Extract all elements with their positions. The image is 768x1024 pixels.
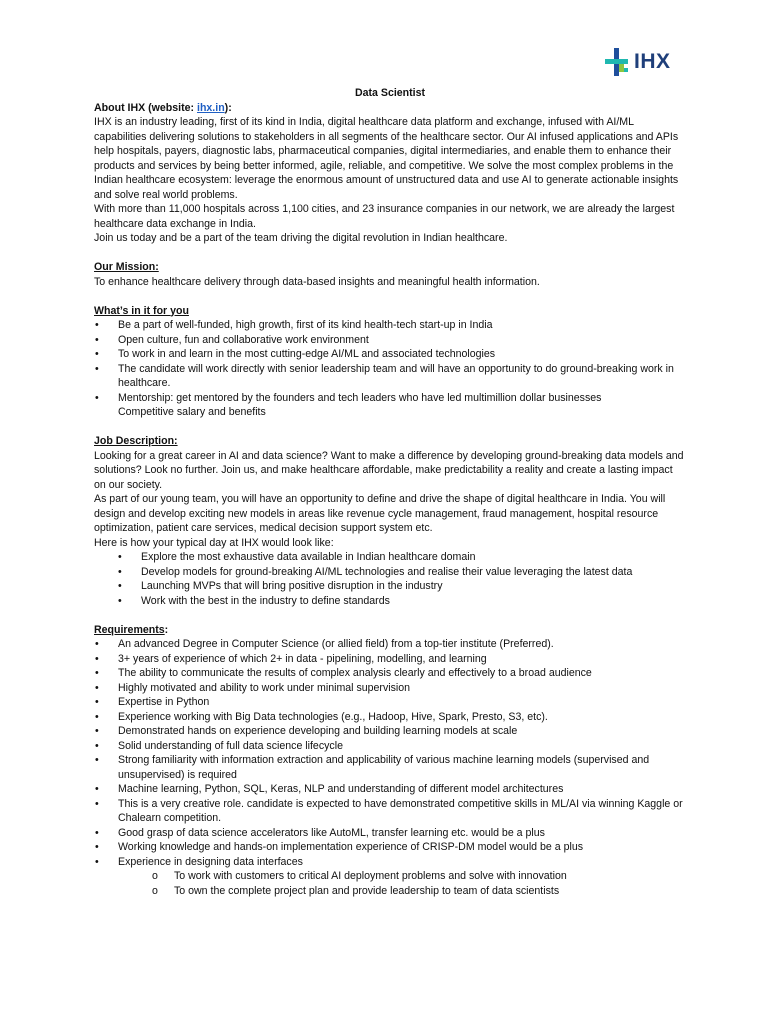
requirements-heading-text: Requirements	[94, 623, 165, 636]
sub-list-item: o To own the complete project plan and provide leadership to team of data scientists	[94, 884, 686, 899]
list-item: • Experience in designing data interfaces	[94, 855, 686, 870]
document-body	[94, 86, 686, 898]
whats-in-it-heading-text: What’s in it for you	[94, 304, 189, 317]
list-item: • 3+ years of experience of which 2+ in data - pipelining, modelling, and learning	[94, 652, 686, 667]
list-item: • The ability to communicate the results of complex analysis clearly and effectively to a broad audience	[94, 666, 686, 681]
list-item: • Develop models for ground-breaking AI/ML technologies and realise their value leveraging the latest data	[94, 565, 686, 580]
benefits-extra-line: Competitive salary and benefits	[118, 406, 266, 418]
mission-heading-text: Our Mission:	[94, 261, 159, 273]
website-link[interactable]: ihx.in	[197, 101, 225, 114]
list-item: • The candidate will work directly with senior leadership team and will have an opportunity to do ground-breaking work in healthcare.	[94, 362, 686, 391]
logo-text: IHX	[634, 50, 671, 73]
list-item: • Machine learning, Python, SQL, Keras, NLP and understanding of different model architectures	[94, 782, 686, 797]
ihx-logo	[604, 46, 688, 80]
typical-day-list	[94, 550, 686, 608]
list-item: • Highly motivated and ability to work under minimal supervision	[94, 681, 686, 696]
sub-list-item: o To work with customers to critical AI deployment problems and solve with innovation	[94, 869, 686, 884]
list-item: • Good grasp of data science accelerators like AutoML, transfer learning etc. would be a plus	[94, 826, 686, 841]
about-paragraph: IHX is an industry leading, first of its kind in India, digital healthcare data platform and exchange, infused with AI/ML capabilities delivering solutions to stakeholders in all segments of the healthcare sector. Our AI infused applications and APIs help hospitals, payers, diagnostic labs, pharmaceutical companies, digital intermediaries, and enable them to enhance their products and services by being better informed, agile, reliable, and competitive. We solve the most complex problems in the Indian healthcare ecosystem: leverage the enormous amount of unstructured data and use AI to generate actionable insights and solve real world problems.	[94, 116, 679, 201]
about-paragraph: Join us today and be a part of the team driving the digital revolution in Indian healthcare.	[94, 232, 508, 244]
list-item: • This is a very creative role. candidate is expected to have demonstrated competitive skills in ML/AI via winning Kaggle or Chalearn competition.	[94, 797, 686, 826]
list-item: • Working knowledge and hands-on implementation experience of CRISP-DM model would be a plus	[94, 840, 686, 855]
about-heading-prefix: About IHX (website:	[94, 101, 197, 114]
mission-heading	[94, 260, 686, 275]
requirements-heading-suffix: :	[164, 623, 169, 636]
list-item: • To work in and learn in the most cutting-edge AI/ML and associated technologies	[94, 347, 686, 362]
page-title: Data Scientist	[354, 87, 426, 99]
list-item: • Work with the best in the industry to define standards	[94, 594, 686, 609]
requirements-list	[94, 637, 686, 869]
requirements-heading	[94, 623, 686, 638]
mission-text: To enhance healthcare delivery through data-based insights and meaningful health information.	[94, 275, 540, 288]
list-item: • Expertise in Python	[94, 695, 686, 710]
job-paragraph: Looking for a great career in AI and data science? Want to make a difference by developing ground-breaking data models and solutions? Look no further. Join us, and make healthcare affordable, make predictability a reality and create a lasting impact on our society.	[94, 449, 684, 491]
list-item: • Mentorship: get mentored by the founders and tech leaders who have led multimillion dollar businesses	[94, 391, 686, 406]
list-item: • Experience working with Big Data technologies (e.g., Hadoop, Hive, Spark, Presto, S3, etc).	[94, 710, 686, 725]
list-item: • Explore the most exhaustive data available in Indian healthcare domain	[94, 550, 686, 565]
list-item: • Launching MVPs that will bring positive disruption in the industry	[94, 579, 686, 594]
job-description-heading-text: Job Description:	[94, 435, 178, 447]
job-paragraph: Here is how your typical day at IHX would look like:	[94, 536, 334, 549]
requirements-sub-list	[94, 869, 686, 898]
list-item: • Solid understanding of full data science lifecycle	[94, 739, 686, 754]
about-heading-suffix: ):	[224, 101, 232, 114]
benefits-list	[94, 318, 686, 405]
list-item: • Be a part of well-funded, high growth, first of its kind health-tech start-up in India	[94, 318, 686, 333]
about-paragraph: With more than 11,000 hospitals across 1,100 cities, and 23 insurance companies in our network, we are already the largest healthcare data exchange in India.	[94, 203, 675, 230]
job-description-heading	[94, 434, 686, 449]
list-item: • Open culture, fun and collaborative work environment	[94, 333, 686, 348]
about-heading	[94, 101, 686, 116]
ihx-plus-cross-icon	[604, 46, 634, 78]
whats-in-it-heading	[94, 304, 686, 319]
list-item: • An advanced Degree in Computer Science (or allied field) from a top-tier institute (Preferred).	[94, 637, 686, 652]
list-item: • Demonstrated hands on experience developing and building learning models at scale	[94, 724, 686, 739]
job-paragraph: As part of our young team, you will have an opportunity to define and drive the shape of digital healthcare in India. You will design and develop exciting new models in areas like revenue cycle management, fraud management, hospital resource optimization, patient care services, medical decision support system etc.	[94, 493, 666, 534]
list-item: • Strong familiarity with information extraction and applicability of various machine learning models (supervised and unsupervised) is required	[94, 753, 686, 782]
